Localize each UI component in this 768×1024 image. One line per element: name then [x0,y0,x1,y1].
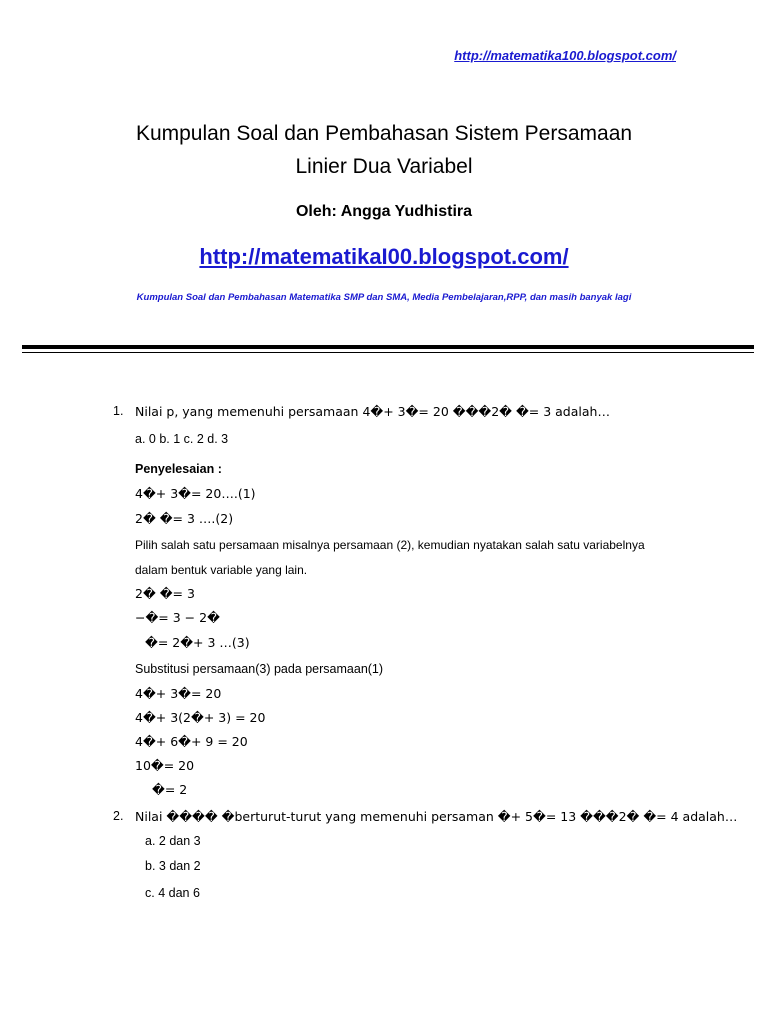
solution-heading: Penyelesaian : [135,462,222,476]
question-2-option-b: b. 3 dan 2 [145,859,201,873]
step-1: 2� �= 3 [135,586,195,601]
question-2-option-a: a. 2 dan 3 [145,834,201,848]
question-2-option-c: c. 4 dan 6 [145,886,200,900]
question-1-number: 1. [113,404,124,418]
substitution-note: Substitusi persamaan(3) pada persamaan(1) [135,662,384,676]
step-4: 4�+ 3�= 20 [135,686,222,701]
step-6: 4�+ 6�+ 9 = 20 [135,734,248,749]
author-line: Oleh: Angga Yudhistira [295,203,473,220]
title-line-2: Linier Dua Variabel [295,155,473,178]
step-8: �= 2 [152,782,188,797]
step-2: −�= 3 − 2� [135,610,220,625]
header-divider-thick [22,345,754,349]
explanation-line-2: dalam bentuk variable yang lain. [135,563,308,577]
equation-1: 4�+ 3�= 20….(1) [135,486,256,501]
document-title [0,117,768,183]
question-1-options: a. 0 b. 1 c. 2 d. 3 [135,432,229,446]
question-2-number: 2. [113,809,124,823]
title-line-1: Kumpulan Soal dan Pembahasan Sistem Persamaan [135,122,633,145]
question-2-text: Nilai ���� �berturut-turut yang memenuhi persaman �+ 5�= 13 ���2� �= 4 adalah… [135,809,738,824]
step-5: 4�+ 3(2�+ 3) = 20 [135,710,266,725]
step-7: 10�= 20 [135,758,195,773]
tagline: Kumpulan Soal dan Pembahasan Matematika SMP dan SMA, Media Pembelajaran,RPP, dan masih banyak lagi [136,292,632,303]
question-1-text: Nilai p, yang memenuhi persamaan 4�+ 3�= 20 ���2� �= 3 adalah… [135,404,610,419]
explanation-line-1: Pilih salah satu persamaan misalnya persamaan (2), kemudian nyatakan salah satu variabelnya [135,538,645,552]
equation-2: 2� �= 3 ….(2) [135,511,234,526]
header-top-link[interactable]: http://matematika100.blogspot.com/ [454,48,676,63]
step-3: �= 2�+ 3 …(3) [145,635,250,650]
header-divider-thin [22,352,754,353]
blog-link[interactable]: http://matematikaI00.blogspot.com/ [199,244,569,269]
